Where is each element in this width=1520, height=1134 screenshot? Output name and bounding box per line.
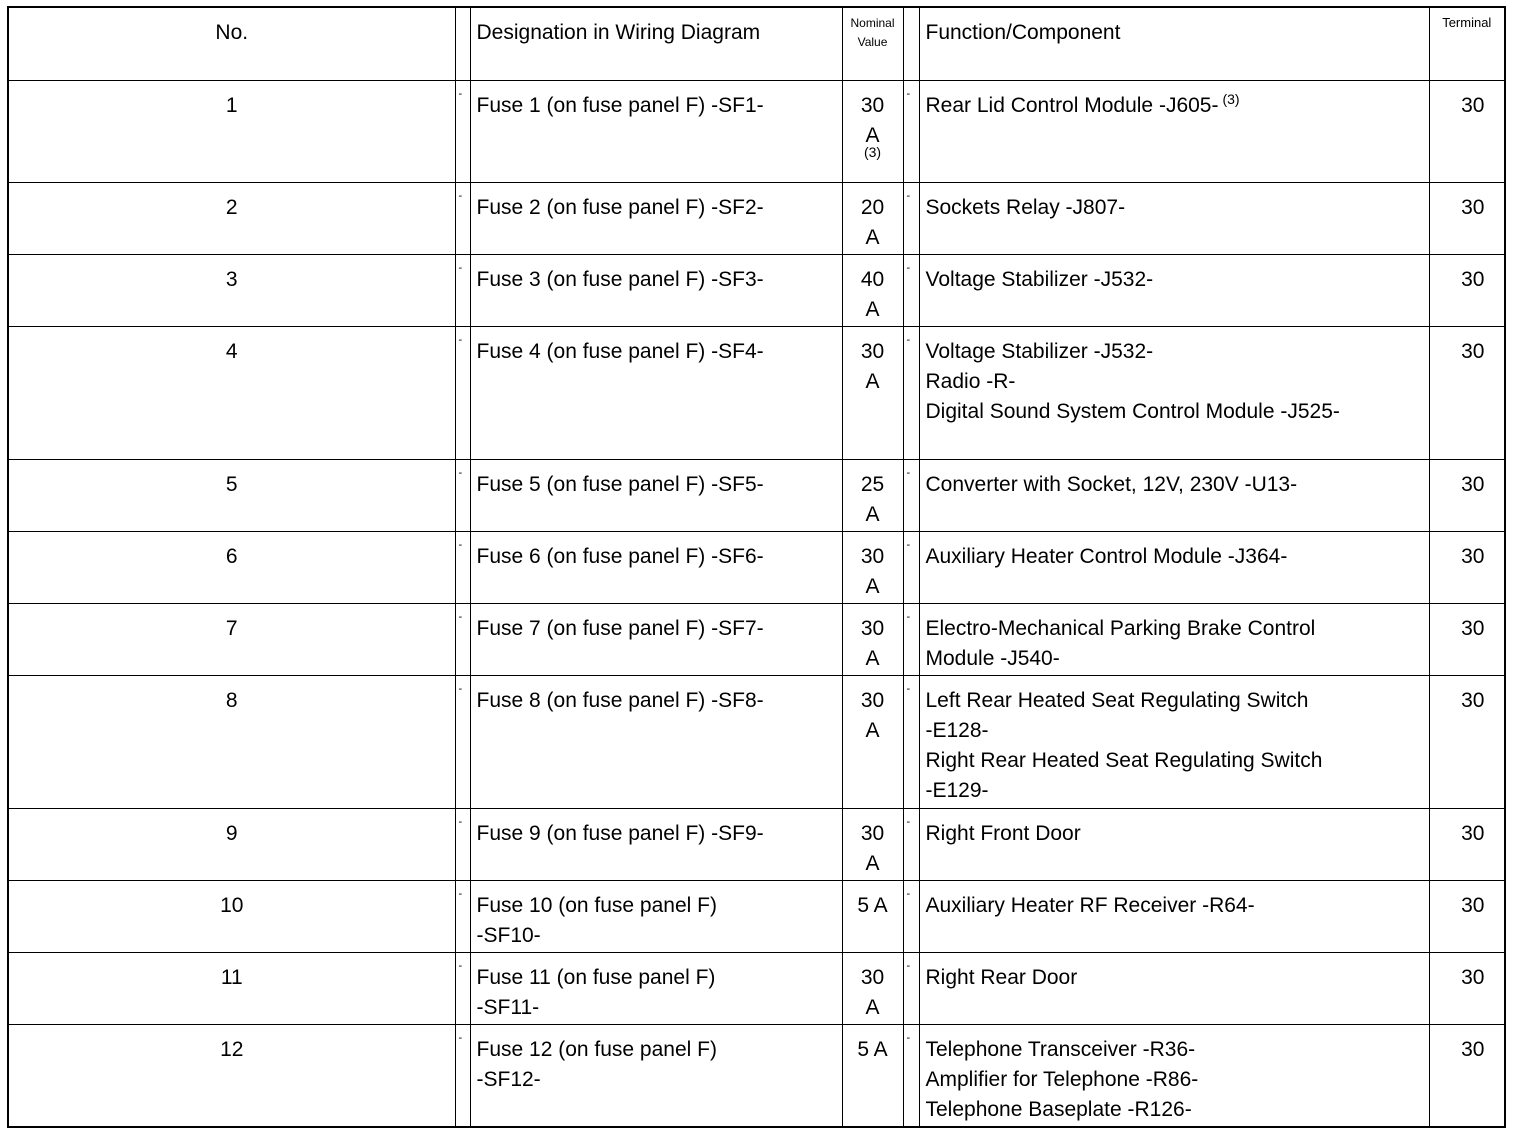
gap-mark: - bbox=[906, 466, 911, 479]
cell-designation-text: Fuse 5 (on fuse panel F) -SF5- bbox=[476, 472, 764, 496]
cell-designation-text: Fuse 1 (on fuse panel F) -SF1- bbox=[476, 93, 764, 117]
cell-terminal-text: 30 bbox=[1461, 93, 1485, 117]
table-row bbox=[9, 675, 1504, 808]
cell-terminal-text: 30 bbox=[1461, 1037, 1485, 1061]
cell-function-text: Sockets Relay -J807- bbox=[925, 195, 1126, 219]
cell-designation bbox=[470, 808, 842, 880]
cell-function bbox=[919, 880, 1429, 952]
gap-mark: - bbox=[458, 466, 463, 479]
gap-cell bbox=[455, 531, 470, 603]
cell-terminal-text: 30 bbox=[1461, 821, 1485, 845]
cell-nominal-value-text: 30 A bbox=[860, 93, 885, 147]
gap-cell bbox=[903, 808, 919, 880]
gap-cell bbox=[903, 952, 919, 1024]
cell-function-text: Voltage Stabilizer -J532- Radio -R- Digital Sound System Control Module -J525- bbox=[925, 339, 1340, 423]
cell-no bbox=[9, 80, 455, 182]
value-footnote: (3) bbox=[863, 143, 882, 160]
cell-terminal bbox=[1429, 952, 1504, 1024]
cell-designation bbox=[470, 182, 842, 254]
cell-designation bbox=[470, 459, 842, 531]
cell-function-text: Auxiliary Heater RF Receiver -R64- bbox=[925, 893, 1255, 917]
cell-function bbox=[919, 254, 1429, 326]
gap-cell bbox=[455, 254, 470, 326]
gap-cell bbox=[903, 1024, 919, 1126]
gap-cell bbox=[903, 459, 919, 531]
cell-no-text: 10 bbox=[220, 893, 244, 917]
cell-terminal-text: 30 bbox=[1461, 544, 1485, 568]
gap-cell bbox=[903, 880, 919, 952]
cell-no bbox=[9, 952, 455, 1024]
cell-nominal-value bbox=[842, 808, 903, 880]
cell-nominal-value-text: 20 A bbox=[860, 195, 885, 249]
gap-mark: - bbox=[906, 333, 911, 346]
cell-designation-text: Fuse 10 (on fuse panel F) -SF10- bbox=[476, 893, 717, 947]
gap-cell bbox=[455, 1024, 470, 1126]
gap-cell bbox=[455, 182, 470, 254]
cell-nominal-value bbox=[842, 603, 903, 675]
gap-cell bbox=[903, 80, 919, 182]
cell-nominal-value-text: 30 A bbox=[860, 616, 885, 670]
cell-function bbox=[919, 603, 1429, 675]
gap-cell bbox=[455, 459, 470, 531]
cell-terminal bbox=[1429, 531, 1504, 603]
cell-function-text: Converter with Socket, 12V, 230V -U13- bbox=[925, 472, 1298, 496]
fuse-rows bbox=[9, 80, 1504, 1126]
cell-no-text: 4 bbox=[225, 339, 238, 363]
gap-mark: - bbox=[906, 538, 911, 551]
cell-terminal-text: 30 bbox=[1461, 267, 1485, 291]
header-nominal-value bbox=[842, 8, 903, 80]
cell-nominal-value-text: 30 A bbox=[860, 965, 885, 1019]
cell-terminal-text: 30 bbox=[1461, 688, 1485, 712]
gap-mark: - bbox=[458, 87, 463, 100]
gap-mark: - bbox=[906, 682, 911, 695]
table-row bbox=[9, 326, 1504, 459]
cell-nominal-value bbox=[842, 952, 903, 1024]
gap-cell bbox=[903, 182, 919, 254]
cell-nominal-value-text: 40 A bbox=[860, 267, 885, 321]
cell-nominal-value-text: 5 A bbox=[857, 1037, 888, 1061]
gap-cell bbox=[455, 326, 470, 459]
gap-mark: - bbox=[458, 189, 463, 202]
cell-nominal-value bbox=[842, 80, 903, 182]
cell-designation bbox=[470, 326, 842, 459]
cell-terminal-text: 30 bbox=[1461, 339, 1485, 363]
cell-terminal bbox=[1429, 182, 1504, 254]
cell-nominal-value bbox=[842, 182, 903, 254]
cell-function bbox=[919, 326, 1429, 459]
gap-mark: - bbox=[458, 261, 463, 274]
cell-nominal-value-text: 30 A bbox=[860, 544, 885, 598]
cell-function-text: Right Front Door bbox=[925, 821, 1081, 845]
gap-cell bbox=[455, 80, 470, 182]
cell-function-text: Right Rear Door bbox=[925, 965, 1078, 989]
cell-no bbox=[9, 182, 455, 254]
cell-designation bbox=[470, 952, 842, 1024]
cell-no bbox=[9, 603, 455, 675]
gap-mark: - bbox=[458, 815, 463, 828]
cell-designation bbox=[470, 254, 842, 326]
cell-function bbox=[919, 808, 1429, 880]
table-row bbox=[9, 182, 1504, 254]
cell-nominal-value bbox=[842, 326, 903, 459]
cell-no-text: 8 bbox=[225, 688, 238, 712]
header-terminal: Terminal bbox=[1429, 8, 1504, 80]
table-row bbox=[9, 1024, 1504, 1126]
cell-function-text: Rear Lid Control Module -J605- bbox=[925, 93, 1219, 117]
fuse-table-frame bbox=[7, 6, 1506, 1128]
table-row bbox=[9, 880, 1504, 952]
cell-designation-text: Fuse 12 (on fuse panel F) -SF12- bbox=[476, 1037, 717, 1091]
gap-cell bbox=[903, 603, 919, 675]
cell-terminal bbox=[1429, 675, 1504, 808]
gap-mark: - bbox=[458, 682, 463, 695]
header-row bbox=[9, 8, 1504, 80]
cell-designation bbox=[470, 880, 842, 952]
cell-terminal-text: 30 bbox=[1461, 195, 1485, 219]
cell-nominal-value bbox=[842, 880, 903, 952]
table-row bbox=[9, 603, 1504, 675]
cell-function bbox=[919, 80, 1429, 182]
cell-designation-text: Fuse 9 (on fuse panel F) -SF9- bbox=[476, 821, 764, 845]
gap-mark: - bbox=[906, 1031, 911, 1044]
cell-terminal-text: 30 bbox=[1461, 893, 1485, 917]
cell-no bbox=[9, 326, 455, 459]
cell-no bbox=[9, 254, 455, 326]
cell-nominal-value-text: 25 A bbox=[860, 472, 885, 526]
table-row bbox=[9, 80, 1504, 182]
cell-no-text: 7 bbox=[225, 616, 238, 640]
header-gap bbox=[903, 8, 919, 80]
cell-function bbox=[919, 952, 1429, 1024]
gap-cell bbox=[455, 675, 470, 808]
gap-mark: - bbox=[458, 538, 463, 551]
cell-designation-text: Fuse 6 (on fuse panel F) -SF6- bbox=[476, 544, 764, 568]
cell-function-text: Auxiliary Heater Control Module -J364- bbox=[925, 544, 1288, 568]
gap-mark: - bbox=[458, 959, 463, 972]
gap-cell bbox=[455, 808, 470, 880]
header-nominal-line1: Nominal bbox=[850, 16, 895, 30]
cell-nominal-value-text: 30 A bbox=[860, 339, 885, 393]
cell-terminal bbox=[1429, 808, 1504, 880]
fuse-table bbox=[9, 8, 1504, 1126]
cell-nominal-value bbox=[842, 459, 903, 531]
gap-mark: - bbox=[906, 815, 911, 828]
cell-no-text: 11 bbox=[220, 965, 243, 989]
header-function: Function/Component bbox=[919, 8, 1429, 80]
header-designation: Designation in Wiring Diagram bbox=[470, 8, 842, 80]
header-gap bbox=[455, 8, 470, 80]
cell-no-text: 5 bbox=[225, 472, 238, 496]
cell-no bbox=[9, 1024, 455, 1126]
cell-no bbox=[9, 808, 455, 880]
gap-mark: - bbox=[906, 87, 911, 100]
cell-terminal bbox=[1429, 326, 1504, 459]
gap-mark: - bbox=[906, 887, 911, 900]
cell-no-text: 12 bbox=[220, 1037, 244, 1061]
table-row bbox=[9, 459, 1504, 531]
gap-cell bbox=[903, 675, 919, 808]
table-row bbox=[9, 254, 1504, 326]
cell-function-text: Voltage Stabilizer -J532- bbox=[925, 267, 1154, 291]
cell-no-text: 1 bbox=[225, 93, 238, 117]
cell-nominal-value-text: 30 A bbox=[860, 821, 885, 875]
gap-mark: - bbox=[906, 959, 911, 972]
cell-no-text: 2 bbox=[225, 195, 238, 219]
cell-no-text: 9 bbox=[225, 821, 238, 845]
gap-cell bbox=[903, 326, 919, 459]
cell-nominal-value-text: 30 A bbox=[860, 688, 885, 742]
gap-cell bbox=[903, 254, 919, 326]
cell-no-text: 6 bbox=[225, 544, 238, 568]
function-footnote: (3) bbox=[1222, 90, 1240, 107]
cell-nominal-value bbox=[842, 531, 903, 603]
cell-no-text: 3 bbox=[225, 267, 238, 291]
cell-terminal bbox=[1429, 1024, 1504, 1126]
cell-designation bbox=[470, 675, 842, 808]
cell-function bbox=[919, 459, 1429, 531]
cell-function bbox=[919, 182, 1429, 254]
cell-terminal bbox=[1429, 880, 1504, 952]
gap-mark: - bbox=[458, 1031, 463, 1044]
cell-designation-text: Fuse 4 (on fuse panel F) -SF4- bbox=[476, 339, 764, 363]
gap-mark: - bbox=[458, 333, 463, 346]
cell-designation-text: Fuse 3 (on fuse panel F) -SF3- bbox=[476, 267, 764, 291]
cell-terminal bbox=[1429, 254, 1504, 326]
gap-cell bbox=[903, 531, 919, 603]
cell-designation-text: Fuse 7 (on fuse panel F) -SF7- bbox=[476, 616, 764, 640]
gap-mark: - bbox=[458, 610, 463, 623]
cell-no bbox=[9, 880, 455, 952]
cell-no bbox=[9, 531, 455, 603]
cell-function bbox=[919, 1024, 1429, 1126]
cell-no bbox=[9, 675, 455, 808]
cell-function bbox=[919, 675, 1429, 808]
cell-designation-text: Fuse 11 (on fuse panel F) -SF11- bbox=[476, 965, 716, 1019]
cell-terminal bbox=[1429, 603, 1504, 675]
cell-designation bbox=[470, 1024, 842, 1126]
cell-designation bbox=[470, 603, 842, 675]
gap-cell bbox=[455, 880, 470, 952]
cell-terminal-text: 30 bbox=[1461, 616, 1485, 640]
cell-nominal-value bbox=[842, 254, 903, 326]
header-nominal-line2: Value bbox=[857, 35, 888, 49]
cell-nominal-value-text: 5 A bbox=[857, 893, 888, 917]
cell-nominal-value bbox=[842, 675, 903, 808]
cell-designation bbox=[470, 80, 842, 182]
cell-terminal-text: 30 bbox=[1461, 472, 1485, 496]
gap-cell bbox=[455, 603, 470, 675]
cell-function-text: Left Rear Heated Seat Regulating Switch -E128- Right Rear Heated Seat Regulating Switch -E129- bbox=[925, 688, 1323, 802]
gap-mark: - bbox=[906, 189, 911, 202]
cell-terminal bbox=[1429, 80, 1504, 182]
cell-function-text: Telephone Transceiver -R36- Amplifier for Telephone -R86- Telephone Baseplate -R126- bbox=[925, 1037, 1199, 1121]
table-row bbox=[9, 952, 1504, 1024]
cell-function-text: Electro-Mechanical Parking Brake Control Module -J540- bbox=[925, 616, 1316, 670]
gap-mark: - bbox=[458, 887, 463, 900]
cell-nominal-value bbox=[842, 1024, 903, 1126]
cell-no bbox=[9, 459, 455, 531]
gap-cell bbox=[455, 952, 470, 1024]
gap-mark: - bbox=[906, 610, 911, 623]
table-row bbox=[9, 531, 1504, 603]
cell-function bbox=[919, 531, 1429, 603]
header-no: No. bbox=[9, 8, 455, 80]
cell-terminal bbox=[1429, 459, 1504, 531]
cell-designation bbox=[470, 531, 842, 603]
cell-designation-text: Fuse 2 (on fuse panel F) -SF2- bbox=[476, 195, 764, 219]
cell-designation-text: Fuse 8 (on fuse panel F) -SF8- bbox=[476, 688, 764, 712]
gap-mark: - bbox=[906, 261, 911, 274]
cell-terminal-text: 30 bbox=[1461, 965, 1485, 989]
table-row bbox=[9, 808, 1504, 880]
